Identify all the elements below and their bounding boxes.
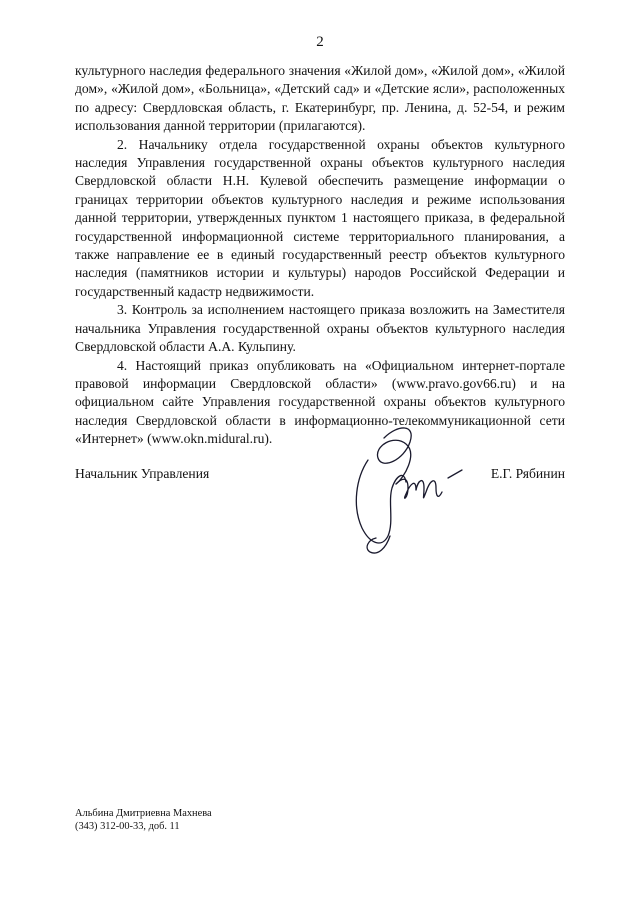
- page-number: 2: [316, 34, 324, 50]
- contact-phone: (343) 312-00-33, доб. 11: [75, 821, 180, 832]
- handwritten-signature: [338, 418, 468, 563]
- contact-info: [75, 807, 212, 833]
- document-body: [75, 62, 565, 449]
- signatory-title: Начальник Управления: [75, 466, 210, 481]
- paragraph-1-continuation: культурного наследия федерального значения «Жилой дом», «Жилой дом», «Жилой дом», «Жилой дом», «Больница», «Детский сад» и «Детские ясли», расположенных по адресу: Свердловская область, г. Екатеринбург, пр. Ленина, д. 52-54, и режим использования данной территории (прилагаются).: [75, 63, 565, 134]
- paragraph-4: 4. Настоящий приказ опубликовать на «Официальном интернет-портале правовой информации Свердловской области» (www.pravo.gov66.ru) и на официальном сайте Управления государственной охраны объектов культурного наследия Свердловской области в информационно-телекоммуникационной сети «Интернет» (www.okn.midural.ru).: [75, 357, 565, 447]
- signatory-name: Е.Г. Рябинин: [490, 466, 565, 481]
- contact-name: Альбина Дмитриевна Махнева: [75, 808, 212, 819]
- paragraph-2: 2. Начальнику отдела государственной охраны объектов культурного наследия Управления государственной охраны объектов культурного наследия Свердловской области Н.Н. Кулевой обеспечить размещение информации о границах территории объектов культурного наследия и режиме использования данной территории, утвержденных пунктом 1 настоящего приказа, в федеральной государственной информационной системе территориального планирования, а также направление ее в единый государственный реестр объектов культурного наследия (памятников истории и культуры) народов Российской Федерации и государственный кадастр недвижимости.: [75, 136, 565, 299]
- paragraph-3: 3. Контроль за исполнением настоящего приказа возложить на Заместителя начальника Управления государственной охраны объектов культурного наследия Свердловской области А.А. Кульпину.: [75, 302, 565, 355]
